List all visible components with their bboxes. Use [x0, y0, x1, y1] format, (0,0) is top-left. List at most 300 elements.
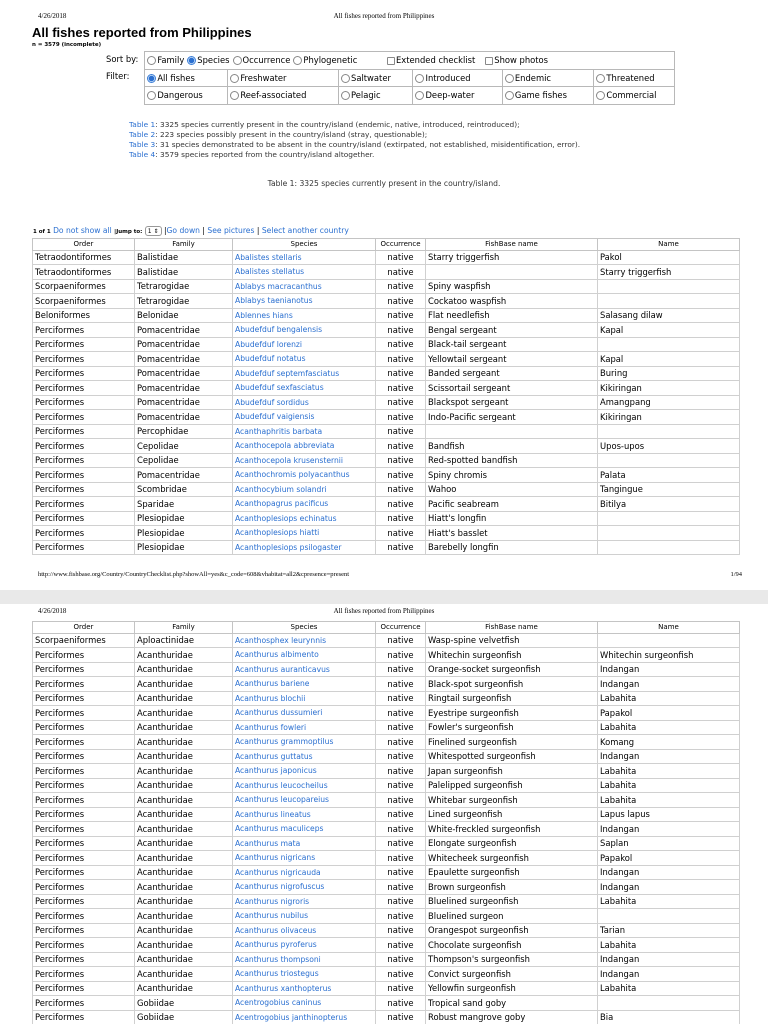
species-link[interactable]: Abudefduf vaigiensis: [235, 412, 315, 422]
species-link[interactable]: Acanthurus albimento: [235, 650, 319, 660]
cell-fishbase-name: Flat needlefish: [426, 308, 598, 323]
table-row: [33, 633, 740, 648]
checkbox-show-photos[interactable]: [485, 55, 548, 65]
species-link[interactable]: Acanthocepola krusensternii: [235, 455, 344, 465]
cell-name: Labahita: [598, 981, 740, 996]
cell-species: [233, 938, 376, 953]
cell-species: [233, 909, 376, 924]
filter-row-2: [104, 87, 675, 105]
table-row: [33, 735, 740, 750]
species-table-page-1: [32, 238, 740, 555]
cell-occurrence: native: [376, 468, 426, 483]
cell-species: [233, 308, 376, 323]
cell-species: [233, 540, 376, 555]
radio-icon: [505, 74, 514, 83]
cell-order: Perciformes: [33, 381, 135, 396]
radio-pelagic[interactable]: [341, 90, 381, 100]
cell-fishbase-name: Robust mangrove goby: [426, 1010, 598, 1024]
species-link[interactable]: Acanthosphex leurynnis: [235, 635, 327, 645]
species-link[interactable]: Abalistes stellaris: [235, 252, 302, 262]
filter-cell: [145, 69, 228, 87]
cell-name: Amangpang: [598, 395, 740, 410]
cell-fishbase-name: Convict surgeonfish: [426, 967, 598, 982]
table-row: [33, 822, 740, 837]
radio-endemic[interactable]: [505, 73, 551, 83]
cell-family: Acanthuridae: [135, 851, 233, 866]
cell-family: Balistidae: [135, 250, 233, 265]
cell-order: Perciformes: [33, 323, 135, 338]
radio-icon: [147, 56, 156, 65]
cell-fishbase-name: Thompson's surgeonfish: [426, 952, 598, 967]
cell-occurrence: native: [376, 938, 426, 953]
table-link-4[interactable]: Table 4: [129, 149, 156, 159]
cell-species: [233, 836, 376, 851]
cell-species: [233, 851, 376, 866]
cell-occurrence: native: [376, 880, 426, 895]
cell-family: Acanthuridae: [135, 938, 233, 953]
species-link[interactable]: Acanthoplesiops echinatus: [235, 513, 337, 523]
cell-species: [233, 996, 376, 1011]
radio-icon: [415, 91, 424, 100]
cell-family: Acanthuridae: [135, 677, 233, 692]
species-link[interactable]: Abudefduf sexfasciatus: [235, 383, 324, 393]
cell-occurrence: native: [376, 778, 426, 793]
radio-selected-icon: [147, 74, 156, 83]
cell-occurrence: native: [376, 250, 426, 265]
radio-phylogenetic[interactable]: [293, 55, 357, 65]
print-header: [0, 12, 768, 24]
cell-family: Acanthuridae: [135, 822, 233, 837]
options-table: [104, 51, 675, 105]
cell-name: [598, 294, 740, 309]
species-link[interactable]: Acanthurus leucopareius: [235, 795, 330, 805]
cell-order: Perciformes: [33, 720, 135, 735]
species-link[interactable]: Ablennes hians: [235, 310, 293, 320]
radio-label: Introduced: [425, 72, 471, 83]
cell-occurrence: native: [376, 807, 426, 822]
cell-fishbase-name: Wahoo: [426, 482, 598, 497]
cell-order: Perciformes: [33, 909, 135, 924]
cell-species: [233, 381, 376, 396]
cell-family: Pomacentridae: [135, 337, 233, 352]
cell-family: Sparidae: [135, 497, 233, 512]
cell-family: Gobiidae: [135, 996, 233, 1011]
column-header-order: Order: [33, 622, 135, 634]
cell-name: [598, 633, 740, 648]
table-link-2[interactable]: Table 2: [129, 129, 156, 139]
cell-species: [233, 439, 376, 454]
cell-occurrence: native: [376, 735, 426, 750]
table-link-3[interactable]: Table 3: [129, 139, 156, 149]
cell-order: Perciformes: [33, 453, 135, 468]
column-header-occurrence: Occurrence: [376, 622, 426, 634]
cell-species: [233, 294, 376, 309]
radio-species[interactable]: [187, 55, 229, 65]
cell-name: [598, 424, 740, 439]
cell-occurrence: native: [376, 662, 426, 677]
print-title: All fishes reported from Philippines: [333, 12, 435, 20]
cell-species: [233, 648, 376, 663]
table-row: [33, 250, 740, 265]
cell-occurrence: native: [376, 453, 426, 468]
cell-fishbase-name: Spiny waspfish: [426, 279, 598, 294]
species-link[interactable]: Acanthocybium solandri: [235, 484, 327, 494]
cell-fishbase-name: [426, 424, 598, 439]
cell-fishbase-name: Wasp-spine velvetfish: [426, 633, 598, 648]
cell-order: Perciformes: [33, 662, 135, 677]
table-row: [33, 851, 740, 866]
print-date: 4/26/2018: [38, 12, 67, 20]
species-link[interactable]: Acentrogobius janthinopterus: [235, 1012, 348, 1022]
species-link[interactable]: Acanthochromis polyacanthus: [235, 470, 350, 480]
cell-name: [598, 279, 740, 294]
cell-name: [598, 511, 740, 526]
cell-order: Perciformes: [33, 880, 135, 895]
species-link[interactable]: Acanthurus triostegus: [235, 969, 319, 979]
table-link-line: [129, 130, 580, 140]
filter-cell: [339, 87, 413, 105]
cell-order: Perciformes: [33, 793, 135, 808]
cell-occurrence: native: [376, 337, 426, 352]
cell-occurrence: native: [376, 366, 426, 381]
cell-species: [233, 366, 376, 381]
cell-species: [233, 1010, 376, 1024]
filter-cell: [413, 87, 502, 105]
cell-fishbase-name: Whitespotted surgeonfish: [426, 749, 598, 764]
print-page-2: [0, 604, 768, 1024]
cell-occurrence: native: [376, 424, 426, 439]
cell-name: Papakol: [598, 706, 740, 721]
table-row: [33, 880, 740, 895]
species-link[interactable]: Acanthurus japonicus: [235, 766, 317, 776]
species-link[interactable]: Acanthurus guttatus: [235, 751, 313, 761]
radio-deep-water[interactable]: [415, 90, 474, 100]
cell-species: [233, 880, 376, 895]
cell-occurrence: native: [376, 677, 426, 692]
species-link[interactable]: Abudefduf lorenzi: [235, 339, 303, 349]
cell-name: Saplan: [598, 836, 740, 851]
cell-fishbase-name: Whitechin surgeonfish: [426, 648, 598, 663]
cell-order: Perciformes: [33, 894, 135, 909]
species-link[interactable]: Acanthurus auranticavus: [235, 664, 330, 674]
species-link[interactable]: Acanthoplesiops hiatti: [235, 528, 320, 538]
cell-order: Perciformes: [33, 352, 135, 367]
cell-occurrence: native: [376, 526, 426, 541]
cell-name: Kikiringan: [598, 381, 740, 396]
cell-order: Perciformes: [33, 410, 135, 425]
checkbox-extended-checklist[interactable]: [387, 55, 475, 65]
cell-name: Pakol: [598, 250, 740, 265]
species-link[interactable]: Ablabys taenianotus: [235, 296, 313, 306]
cell-order: Perciformes: [33, 677, 135, 692]
cell-fishbase-name: Indo-Pacific sergeant: [426, 410, 598, 425]
species-link[interactable]: Abudefduf notatus: [235, 354, 306, 364]
species-link[interactable]: Abudefduf bengalensis: [235, 325, 323, 335]
cell-family: Acanthuridae: [135, 648, 233, 663]
jump-select[interactable]: 1 ⇕: [145, 226, 162, 236]
cell-order: Perciformes: [33, 468, 135, 483]
cell-order: Perciformes: [33, 807, 135, 822]
page-count: 1 of 1: [33, 229, 51, 235]
cell-fishbase-name: Hiatt's longfin: [426, 511, 598, 526]
table-row: [33, 540, 740, 555]
cell-species: [233, 749, 376, 764]
cell-family: Acanthuridae: [135, 764, 233, 779]
radio-family[interactable]: [147, 55, 184, 65]
cell-family: Acanthuridae: [135, 865, 233, 880]
see-pictures-link[interactable]: See pictures: [207, 226, 255, 235]
cell-fishbase-name: Ringtail surgeonfish: [426, 691, 598, 706]
column-header-fishbase-name: FishBase name: [426, 622, 598, 634]
species-link[interactable]: Acanthaphritis barbata: [235, 426, 323, 436]
radio-label: Dangerous: [157, 90, 203, 101]
cell-order: Perciformes: [33, 439, 135, 454]
cell-family: Acanthuridae: [135, 909, 233, 924]
cell-fishbase-name: Spiny chromis: [426, 468, 598, 483]
species-link[interactable]: Acanthurus xanthopterus: [235, 983, 332, 993]
species-link[interactable]: Acanthocepola abbreviata: [235, 441, 335, 451]
cell-occurrence: native: [376, 764, 426, 779]
table-row: [33, 706, 740, 721]
cell-species: [233, 453, 376, 468]
table-row: [33, 807, 740, 822]
cell-order: Perciformes: [33, 952, 135, 967]
cell-order: Perciformes: [33, 851, 135, 866]
cell-occurrence: native: [376, 865, 426, 880]
select-country-link[interactable]: Select another country: [261, 226, 349, 235]
radio-icon: [505, 91, 514, 100]
radio-reef-associated[interactable]: [230, 90, 306, 100]
cell-name: Tarian: [598, 923, 740, 938]
cell-family: Acanthuridae: [135, 793, 233, 808]
cell-name: [598, 540, 740, 555]
cell-species: [233, 497, 376, 512]
table-row: [33, 497, 740, 512]
table-row: [33, 526, 740, 541]
cell-order: Perciformes: [33, 996, 135, 1011]
cell-order: Perciformes: [33, 836, 135, 851]
go-down-link[interactable]: Go down: [166, 226, 200, 235]
species-link[interactable]: Acanthopagrus pacificus: [235, 499, 329, 509]
radio-saltwater[interactable]: [341, 73, 391, 83]
species-link[interactable]: Acanthurus maculiceps: [235, 824, 324, 834]
radio-icon: [230, 74, 239, 83]
radio-introduced[interactable]: [415, 73, 470, 83]
table-row: [33, 952, 740, 967]
cell-order: Perciformes: [33, 497, 135, 512]
species-link[interactable]: Acanthurus lineatus: [235, 809, 311, 819]
table-link-1[interactable]: Table 1: [129, 120, 156, 129]
cell-order: Perciformes: [33, 822, 135, 837]
species-link[interactable]: Acanthurus nigricauda: [235, 867, 321, 877]
cell-family: Acanthuridae: [135, 662, 233, 677]
species-link[interactable]: Acanthurus pyroferus: [235, 940, 317, 950]
page-title: All fishes reported from Philippines: [32, 25, 252, 40]
table-row: [33, 778, 740, 793]
filter-cell: [145, 87, 228, 105]
cell-occurrence: native: [376, 996, 426, 1011]
cell-name: Kikiringan: [598, 410, 740, 425]
table-row: [33, 511, 740, 526]
cell-family: Pomacentridae: [135, 323, 233, 338]
species-link[interactable]: Acentrogobius caninus: [235, 998, 322, 1008]
cell-order: Tetraodontiformes: [33, 265, 135, 280]
cell-occurrence: native: [376, 648, 426, 663]
cell-occurrence: native: [376, 967, 426, 982]
table-row: [33, 439, 740, 454]
cell-species: [233, 482, 376, 497]
cell-species: [233, 807, 376, 822]
table-link-desc: : 223 species possibly present in the country/island (stray, questionable);: [155, 129, 428, 139]
radio-label: Deep-water: [425, 90, 475, 101]
radio-all-fishes[interactable]: [147, 73, 195, 83]
cell-order: Perciformes: [33, 526, 135, 541]
cell-order: Perciformes: [33, 981, 135, 996]
species-link[interactable]: Acanthurus dussumieri: [235, 708, 323, 718]
cell-species: [233, 250, 376, 265]
cell-fishbase-name: Starry triggerfish: [426, 250, 598, 265]
cell-species: [233, 662, 376, 677]
cell-species: [233, 468, 376, 483]
cell-order: Beloniformes: [33, 308, 135, 323]
species-link[interactable]: Abalistes stellatus: [235, 267, 305, 277]
cell-order: Perciformes: [33, 691, 135, 706]
cell-occurrence: native: [376, 822, 426, 837]
table-row: [33, 279, 740, 294]
cell-fishbase-name: Palelipped surgeonfish: [426, 778, 598, 793]
print-header-2: [0, 607, 768, 617]
species-count: n = 3579 (incomplete): [32, 42, 102, 48]
cell-name: Bitilya: [598, 497, 740, 512]
cell-name: Upos-upos: [598, 439, 740, 454]
radio-selected-icon: [187, 56, 196, 65]
table-row: [33, 836, 740, 851]
table-link-desc: : 31 species demonstrated to be absent in the country/island (extirpated, not established, misidentification, error).: [155, 139, 581, 149]
cell-name: Palata: [598, 468, 740, 483]
cell-family: Pomacentridae: [135, 395, 233, 410]
species-link[interactable]: Acanthurus blochii: [235, 693, 306, 703]
cell-family: Cepolidae: [135, 453, 233, 468]
radio-freshwater[interactable]: [230, 73, 286, 83]
cell-name: Salasang dilaw: [598, 308, 740, 323]
column-header-name: Name: [598, 239, 740, 251]
cell-occurrence: native: [376, 923, 426, 938]
radio-occurrence[interactable]: [233, 55, 291, 65]
species-link[interactable]: Acanthurus mata: [235, 838, 301, 848]
cell-occurrence: native: [376, 894, 426, 909]
jump-label: Jump to:: [116, 229, 143, 235]
radio-game-fishes[interactable]: [505, 90, 567, 100]
radio-commercial[interactable]: [596, 90, 656, 100]
cell-occurrence: native: [376, 851, 426, 866]
radio-icon: [147, 91, 156, 100]
species-link[interactable]: Acanthurus nubilus: [235, 911, 309, 921]
table-row: [33, 938, 740, 953]
table-row: [33, 468, 740, 483]
cell-order: Perciformes: [33, 540, 135, 555]
species-link[interactable]: Acanthurus bariene: [235, 679, 310, 689]
radio-icon: [230, 91, 239, 100]
cell-species: [233, 511, 376, 526]
table-row: [33, 865, 740, 880]
cell-fishbase-name: Yellowtail sergeant: [426, 352, 598, 367]
cell-family: Scombridae: [135, 482, 233, 497]
table-row: [33, 996, 740, 1011]
cell-occurrence: native: [376, 952, 426, 967]
cell-name: Bia: [598, 1010, 740, 1024]
table-row: [33, 410, 740, 425]
species-link[interactable]: Acanthoplesiops psilogaster: [235, 542, 342, 552]
filter-cell: [413, 69, 502, 87]
cell-name: Labahita: [598, 894, 740, 909]
cell-fishbase-name: Epaulette surgeonfish: [426, 865, 598, 880]
cell-occurrence: native: [376, 540, 426, 555]
species-link[interactable]: Acanthurus fowleri: [235, 722, 307, 732]
cell-name: Indangan: [598, 967, 740, 982]
cell-fishbase-name: Finelined surgeonfish: [426, 735, 598, 750]
checkbox-label: Extended checklist: [396, 55, 476, 66]
radio-icon: [341, 91, 350, 100]
species-link[interactable]: Acanthurus grammoptilus: [235, 737, 334, 747]
cell-family: Acanthuridae: [135, 691, 233, 706]
cell-name: Lapus lapus: [598, 807, 740, 822]
cell-family: Acanthuridae: [135, 880, 233, 895]
cell-family: Pomacentridae: [135, 352, 233, 367]
species-link[interactable]: Abudefduf sordidus: [235, 397, 309, 407]
species-link[interactable]: Acanthurus nigroris: [235, 896, 310, 906]
sort-label: Sort by:: [106, 53, 139, 64]
species-link[interactable]: Acanthurus thompsoni: [235, 954, 321, 964]
cell-occurrence: native: [376, 749, 426, 764]
cell-order: Perciformes: [33, 865, 135, 880]
cell-name: [598, 909, 740, 924]
table-nav: 1 of 1 Do not show all |Jump to: 1 ⇕ |Go down | See pictures | Select another country: [33, 226, 349, 235]
cell-occurrence: native: [376, 323, 426, 338]
table-row: [33, 381, 740, 396]
table-link-line: [129, 140, 580, 150]
cell-species: [233, 822, 376, 837]
table-row: [33, 337, 740, 352]
cell-order: Perciformes: [33, 648, 135, 663]
species-link[interactable]: Abudefduf septemfasciatus: [235, 368, 340, 378]
cell-family: Plesiopidae: [135, 540, 233, 555]
cell-family: Acanthuridae: [135, 749, 233, 764]
radio-icon: [596, 74, 605, 83]
species-link[interactable]: Ablabys macracanthus: [235, 281, 322, 291]
species-link[interactable]: Acanthurus leucocheilus: [235, 780, 328, 790]
checkbox-label: Show photos: [494, 55, 549, 66]
radio-label: Occurrence: [242, 55, 291, 66]
cell-occurrence: native: [376, 381, 426, 396]
cell-name: Labahita: [598, 720, 740, 735]
do-not-show-all-link[interactable]: Do not show all: [53, 226, 112, 235]
cell-fishbase-name: Orangespot surgeonfish: [426, 923, 598, 938]
species-link[interactable]: Acanthurus olivaceus: [235, 925, 317, 935]
species-link[interactable]: Acanthurus nigricans: [235, 853, 316, 863]
table-row: [33, 720, 740, 735]
checkbox-icon: [387, 57, 395, 65]
cell-fishbase-name: Bluelined surgeon: [426, 909, 598, 924]
cell-occurrence: native: [376, 633, 426, 648]
species-link[interactable]: Acanthurus nigrofuscus: [235, 882, 325, 892]
radio-dangerous[interactable]: [147, 90, 202, 100]
cell-species: [233, 526, 376, 541]
cell-order: Scorpaeniformes: [33, 633, 135, 648]
cell-occurrence: native: [376, 909, 426, 924]
cell-occurrence: native: [376, 439, 426, 454]
radio-threatened[interactable]: [596, 73, 654, 83]
cell-occurrence: native: [376, 981, 426, 996]
